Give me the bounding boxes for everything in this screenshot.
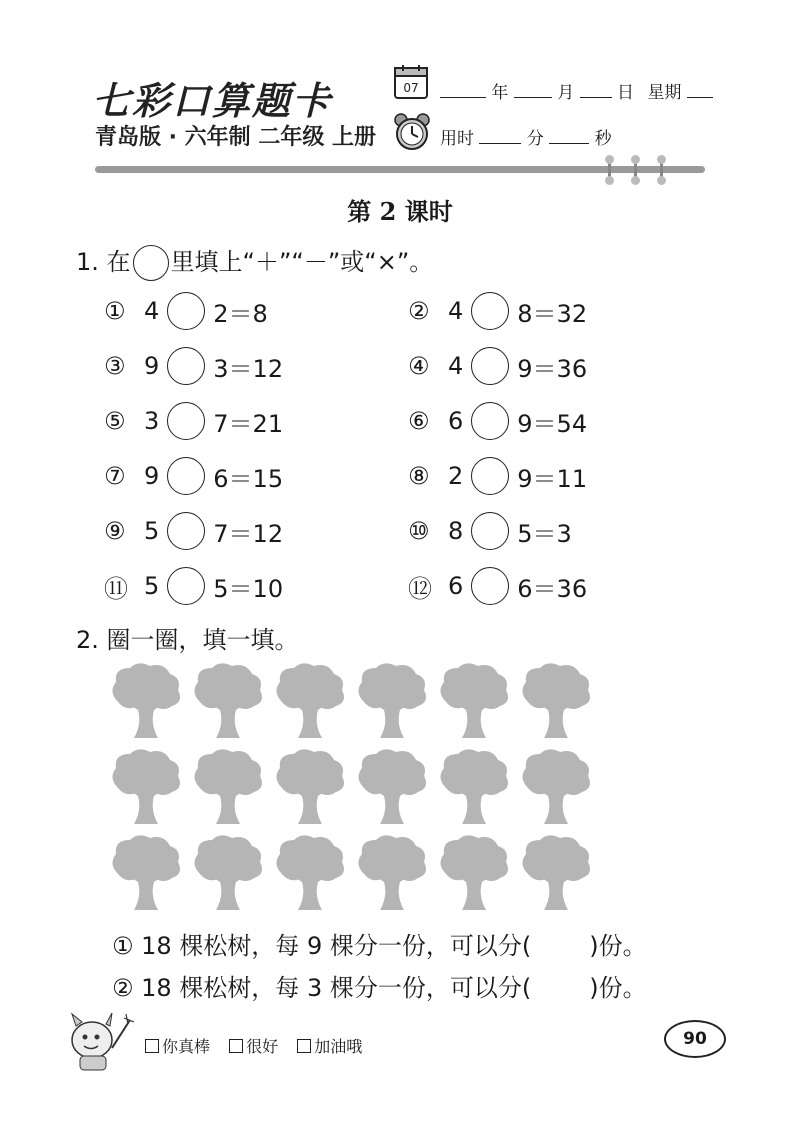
problem-number: ⑥ xyxy=(408,407,430,435)
equation-rest: 5＝10 xyxy=(213,574,284,603)
problem-number: ⑫ xyxy=(408,574,432,603)
arithmetic-problem xyxy=(104,567,283,605)
operator-answer-circle[interactable] xyxy=(167,347,205,385)
checkbox-icon[interactable] xyxy=(229,1039,243,1053)
tree-icon[interactable] xyxy=(440,835,508,910)
seconds-blank[interactable] xyxy=(549,127,589,144)
operator-answer-circle[interactable] xyxy=(167,567,205,605)
arithmetic-problem xyxy=(408,512,572,550)
operator-answer-circle[interactable] xyxy=(471,402,509,440)
equation-rest: 2＝8 xyxy=(213,299,268,328)
alarm-clock-icon xyxy=(392,112,432,152)
tree-icon[interactable] xyxy=(112,835,180,910)
operator-answer-circle[interactable] xyxy=(471,457,509,495)
problem-number: ④ xyxy=(408,352,430,380)
equation-rest: 7＝21 xyxy=(213,409,284,438)
tree-grid xyxy=(108,662,600,914)
equation-rest: 9＝11 xyxy=(517,464,588,493)
arithmetic-problem xyxy=(104,347,283,385)
operator-answer-circle[interactable] xyxy=(167,402,205,440)
date-fill-line: 年 月 日 星期 xyxy=(440,78,713,103)
tree-icon[interactable] xyxy=(194,835,262,910)
first-operand: 5 xyxy=(144,572,160,600)
arithmetic-problem xyxy=(408,292,587,330)
checkbox-icon[interactable] xyxy=(297,1039,311,1053)
rating-option[interactable]: 加油哦 xyxy=(297,1037,362,1056)
question-1-heading: 1. 在 里填上“＋”“－”或“×”。 xyxy=(76,242,433,281)
tree-icon[interactable] xyxy=(358,835,426,910)
tree-icon[interactable] xyxy=(522,835,590,910)
tree-icon[interactable] xyxy=(276,749,344,824)
arithmetic-problem xyxy=(408,457,587,495)
rating-option[interactable]: 你真棒 xyxy=(145,1037,210,1056)
operator-answer-circle[interactable] xyxy=(471,567,509,605)
equation-rest: 9＝36 xyxy=(517,354,588,383)
binding-ring xyxy=(660,157,663,183)
year-blank[interactable] xyxy=(440,81,486,98)
lesson-title: 第 2 课时 xyxy=(347,197,453,226)
arithmetic-problem xyxy=(104,402,283,440)
operator-answer-circle[interactable] xyxy=(167,292,205,330)
tree-icon[interactable] xyxy=(440,749,508,824)
problem-number: ⑨ xyxy=(104,517,126,545)
first-operand: 4 xyxy=(448,297,464,325)
arithmetic-problem xyxy=(104,292,268,330)
first-operand: 9 xyxy=(144,462,160,490)
tree-icon[interactable] xyxy=(194,663,262,738)
equation-rest: 3＝12 xyxy=(213,354,284,383)
weekday-blank[interactable] xyxy=(687,81,713,98)
page-number: 90 xyxy=(664,1020,726,1058)
checkbox-icon[interactable] xyxy=(145,1039,159,1053)
sub-question-2: ② 18 棵松树，每 3 棵分一份，可以分( )份。 xyxy=(112,974,647,1002)
brand-logo xyxy=(92,70,332,125)
first-operand: 9 xyxy=(144,352,160,380)
calendar-number: 07 xyxy=(403,81,419,95)
brand-text: 七彩口算题卡 xyxy=(92,78,333,123)
problem-number: ⑪ xyxy=(104,574,128,603)
first-operand: 4 xyxy=(448,352,464,380)
tree-icon[interactable] xyxy=(194,749,262,824)
tree-icon[interactable] xyxy=(112,663,180,738)
arithmetic-problem xyxy=(408,567,587,605)
arithmetic-problem xyxy=(104,457,283,495)
problem-number: ⑩ xyxy=(408,517,430,545)
arithmetic-problem xyxy=(408,347,587,385)
equation-rest: 9＝54 xyxy=(517,409,588,438)
minutes-blank[interactable] xyxy=(479,127,521,144)
self-rating xyxy=(145,1034,376,1057)
equation-rest: 5＝3 xyxy=(517,519,572,548)
mascot-icon xyxy=(62,1010,138,1074)
arithmetic-problem xyxy=(408,402,587,440)
rating-option[interactable]: 很好 xyxy=(229,1037,278,1056)
operator-answer-circle[interactable] xyxy=(471,292,509,330)
calendar-icon xyxy=(393,64,429,100)
month-blank[interactable] xyxy=(514,81,552,98)
problem-number: ⑦ xyxy=(104,462,126,490)
tree-icon[interactable] xyxy=(112,749,180,824)
question-2-heading: 2. 圈一圈，填一填。 xyxy=(76,626,299,654)
problem-number: ⑧ xyxy=(408,462,430,490)
operator-answer-circle[interactable] xyxy=(167,457,205,495)
binding-ring xyxy=(634,157,637,183)
operator-answer-circle[interactable] xyxy=(471,512,509,550)
tree-icon[interactable] xyxy=(358,749,426,824)
binding-ring xyxy=(608,157,611,183)
sub-question-1: ① 18 棵松树，每 9 棵分一份，可以分( )份。 xyxy=(112,932,647,960)
first-operand: 6 xyxy=(448,572,464,600)
equation-rest: 6＝15 xyxy=(213,464,284,493)
first-operand: 8 xyxy=(448,517,464,545)
tree-icon[interactable] xyxy=(276,663,344,738)
operator-answer-circle[interactable] xyxy=(471,347,509,385)
tree-icon[interactable] xyxy=(522,749,590,824)
problem-number: ① xyxy=(104,297,126,325)
tree-icon[interactable] xyxy=(358,663,426,738)
first-operand: 3 xyxy=(144,407,160,435)
first-operand: 5 xyxy=(144,517,160,545)
first-operand: 2 xyxy=(448,462,464,490)
equation-rest: 8＝32 xyxy=(517,299,588,328)
circle-symbol xyxy=(133,245,169,281)
operator-answer-circle[interactable] xyxy=(167,512,205,550)
problem-number: ③ xyxy=(104,352,126,380)
day-blank[interactable] xyxy=(580,81,612,98)
equation-rest: 7＝12 xyxy=(213,519,284,548)
header-divider xyxy=(95,166,705,173)
tree-icon[interactable] xyxy=(522,663,590,738)
first-operand: 6 xyxy=(448,407,464,435)
problem-number: ⑤ xyxy=(104,407,126,435)
edition-label: 青岛版 · 六年制 二年级 上册 xyxy=(95,125,376,150)
first-operand: 4 xyxy=(144,297,160,325)
equation-rest: 6＝36 xyxy=(517,574,588,603)
arithmetic-problem xyxy=(104,512,283,550)
tree-icon[interactable] xyxy=(440,663,508,738)
problem-number: ② xyxy=(408,297,430,325)
tree-icon[interactable] xyxy=(276,835,344,910)
time-fill-line: 用时 分 秒 xyxy=(440,129,612,149)
